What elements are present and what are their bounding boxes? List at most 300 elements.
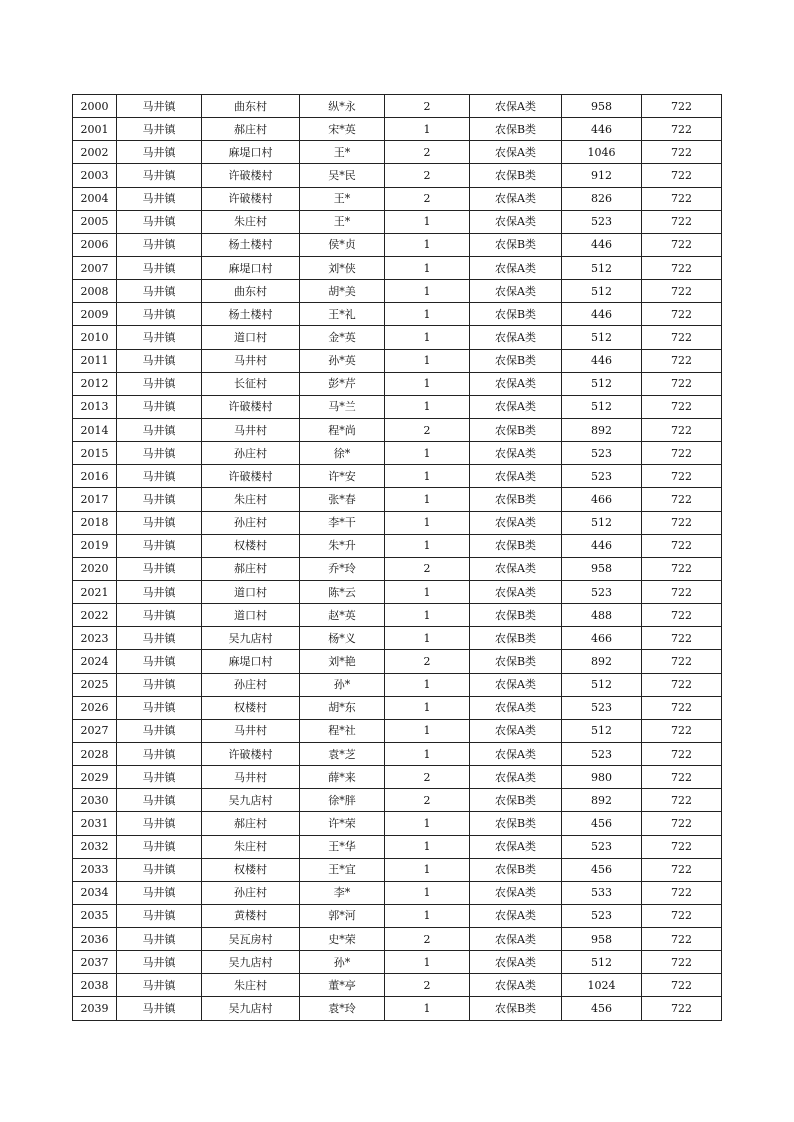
person-name-cell: 侯*贞 [300,233,385,256]
town-cell: 马井镇 [117,465,202,488]
village-cell: 黄楼村 [202,904,300,927]
insurance-category-cell: 农保A类 [470,465,562,488]
standard-cell: 722 [642,395,722,418]
standard-cell: 722 [642,511,722,534]
table-row [73,372,722,395]
serial-number-cell: 2013 [73,395,117,418]
town-cell: 马井镇 [117,141,202,164]
serial-number-cell: 2010 [73,326,117,349]
table-row [73,789,722,812]
table-row [73,326,722,349]
village-cell: 许破楼村 [202,187,300,210]
village-cell: 吴瓦房村 [202,928,300,951]
serial-number-cell: 2016 [73,465,117,488]
serial-number-cell: 2003 [73,164,117,187]
person-name-cell: 郭*河 [300,904,385,927]
standard-cell: 722 [642,766,722,789]
amount-cell: 512 [562,395,642,418]
village-cell: 道口村 [202,326,300,349]
table-row [73,557,722,580]
amount-cell: 523 [562,580,642,603]
insurance-category-cell: 农保B类 [470,233,562,256]
household-count-cell: 1 [385,580,470,603]
standard-cell: 722 [642,488,722,511]
insurance-category-cell: 农保A类 [470,719,562,742]
standard-cell: 722 [642,557,722,580]
household-count-cell: 1 [385,534,470,557]
amount-cell: 466 [562,627,642,650]
table-row [73,997,722,1020]
amount-cell: 446 [562,349,642,372]
person-name-cell: 王*宜 [300,858,385,881]
village-cell: 郝庄村 [202,812,300,835]
household-count-cell: 1 [385,442,470,465]
town-cell: 马井镇 [117,928,202,951]
table-row [73,928,722,951]
amount-cell: 826 [562,187,642,210]
amount-cell: 512 [562,719,642,742]
insurance-category-cell: 农保A类 [470,187,562,210]
serial-number-cell: 2034 [73,881,117,904]
serial-number-cell: 2014 [73,418,117,441]
household-count-cell: 1 [385,951,470,974]
household-count-cell: 1 [385,233,470,256]
standard-cell: 722 [642,118,722,141]
village-cell: 麻堤口村 [202,650,300,673]
person-name-cell: 王* [300,141,385,164]
village-cell: 孙庄村 [202,511,300,534]
insurance-category-cell: 农保B类 [470,418,562,441]
table-row [73,534,722,557]
person-name-cell: 朱*升 [300,534,385,557]
serial-number-cell: 2036 [73,928,117,951]
insurance-category-cell: 农保A类 [470,951,562,974]
insurance-category-cell: 农保A类 [470,904,562,927]
standard-cell: 722 [642,95,722,118]
standard-cell: 722 [642,326,722,349]
insurance-category-cell: 农保B类 [470,303,562,326]
village-cell: 道口村 [202,580,300,603]
household-count-cell: 2 [385,650,470,673]
person-name-cell: 许*荣 [300,812,385,835]
serial-number-cell: 2031 [73,812,117,835]
table-row [73,742,722,765]
standard-cell: 722 [642,858,722,881]
household-count-cell: 1 [385,719,470,742]
household-count-cell: 2 [385,974,470,997]
serial-number-cell: 2005 [73,210,117,233]
table-row [73,835,722,858]
household-count-cell: 1 [385,280,470,303]
town-cell: 马井镇 [117,650,202,673]
town-cell: 马井镇 [117,326,202,349]
village-cell: 麻堤口村 [202,141,300,164]
insurance-category-cell: 农保A类 [470,280,562,303]
amount-cell: 512 [562,326,642,349]
standard-cell: 722 [642,997,722,1020]
standard-cell: 722 [642,210,722,233]
town-cell: 马井镇 [117,164,202,187]
amount-cell: 446 [562,534,642,557]
village-cell: 朱庄村 [202,835,300,858]
village-cell: 权楼村 [202,696,300,719]
person-name-cell: 刘*艳 [300,650,385,673]
person-name-cell: 胡*美 [300,280,385,303]
serial-number-cell: 2020 [73,557,117,580]
amount-cell: 892 [562,650,642,673]
serial-number-cell: 2019 [73,534,117,557]
household-count-cell: 1 [385,812,470,835]
standard-cell: 722 [642,187,722,210]
person-name-cell: 宋*英 [300,118,385,141]
standard-cell: 722 [642,627,722,650]
person-name-cell: 徐*胖 [300,789,385,812]
table-row [73,951,722,974]
amount-cell: 488 [562,604,642,627]
standard-cell: 722 [642,673,722,696]
amount-cell: 456 [562,858,642,881]
household-count-cell: 2 [385,164,470,187]
insurance-category-cell: 农保B类 [470,164,562,187]
standard-cell: 722 [642,465,722,488]
person-name-cell: 薛*来 [300,766,385,789]
amount-cell: 958 [562,928,642,951]
person-name-cell: 李*干 [300,511,385,534]
standard-cell: 722 [642,650,722,673]
village-cell: 孙庄村 [202,673,300,696]
insurance-category-cell: 农保B类 [470,997,562,1020]
insurance-category-cell: 农保A类 [470,326,562,349]
amount-cell: 523 [562,210,642,233]
amount-cell: 512 [562,372,642,395]
serial-number-cell: 2012 [73,372,117,395]
amount-cell: 523 [562,904,642,927]
amount-cell: 456 [562,997,642,1020]
village-cell: 权楼村 [202,858,300,881]
table-row [73,858,722,881]
village-cell: 马井村 [202,349,300,372]
table-row [73,233,722,256]
table-row [73,303,722,326]
town-cell: 马井镇 [117,604,202,627]
village-cell: 朱庄村 [202,974,300,997]
person-name-cell: 刘*侠 [300,256,385,279]
person-name-cell: 马*兰 [300,395,385,418]
serial-number-cell: 2007 [73,256,117,279]
town-cell: 马井镇 [117,488,202,511]
serial-number-cell: 2037 [73,951,117,974]
table-row [73,164,722,187]
amount-cell: 512 [562,951,642,974]
household-count-cell: 1 [385,604,470,627]
amount-cell: 980 [562,766,642,789]
town-cell: 马井镇 [117,418,202,441]
table-row [73,118,722,141]
town-cell: 马井镇 [117,511,202,534]
standard-cell: 722 [642,951,722,974]
town-cell: 马井镇 [117,696,202,719]
amount-cell: 523 [562,742,642,765]
town-cell: 马井镇 [117,742,202,765]
town-cell: 马井镇 [117,789,202,812]
insurance-category-cell: 农保A类 [470,141,562,164]
town-cell: 马井镇 [117,881,202,904]
table-row [73,881,722,904]
town-cell: 马井镇 [117,997,202,1020]
person-name-cell: 吴*民 [300,164,385,187]
household-count-cell: 1 [385,326,470,349]
table-row [73,580,722,603]
insurance-category-cell: 农保B类 [470,812,562,835]
person-name-cell: 王*礼 [300,303,385,326]
person-name-cell: 袁*玲 [300,997,385,1020]
household-count-cell: 1 [385,210,470,233]
amount-cell: 512 [562,280,642,303]
household-count-cell: 1 [385,696,470,719]
person-name-cell: 纵*永 [300,95,385,118]
insurance-category-cell: 农保A类 [470,580,562,603]
town-cell: 马井镇 [117,280,202,303]
records-table [72,94,722,1021]
insurance-category-cell: 农保B类 [470,627,562,650]
town-cell: 马井镇 [117,187,202,210]
town-cell: 马井镇 [117,673,202,696]
village-cell: 孙庄村 [202,442,300,465]
village-cell: 许破楼村 [202,465,300,488]
household-count-cell: 1 [385,118,470,141]
serial-number-cell: 2025 [73,673,117,696]
amount-cell: 523 [562,696,642,719]
person-name-cell: 彭*芹 [300,372,385,395]
person-name-cell: 金*英 [300,326,385,349]
table-row [73,511,722,534]
standard-cell: 722 [642,604,722,627]
village-cell: 孙庄村 [202,881,300,904]
table-row [73,395,722,418]
amount-cell: 446 [562,118,642,141]
household-count-cell: 1 [385,673,470,696]
person-name-cell: 董*亭 [300,974,385,997]
serial-number-cell: 2002 [73,141,117,164]
village-cell: 马井村 [202,719,300,742]
standard-cell: 722 [642,696,722,719]
table-row [73,442,722,465]
table-row [73,673,722,696]
household-count-cell: 1 [385,904,470,927]
insurance-category-cell: 农保B类 [470,604,562,627]
insurance-category-cell: 农保B类 [470,534,562,557]
insurance-category-cell: 农保A类 [470,766,562,789]
standard-cell: 722 [642,442,722,465]
table-row [73,418,722,441]
serial-number-cell: 2015 [73,442,117,465]
standard-cell: 722 [642,904,722,927]
amount-cell: 1046 [562,141,642,164]
town-cell: 马井镇 [117,303,202,326]
amount-cell: 466 [562,488,642,511]
household-count-cell: 1 [385,627,470,650]
household-count-cell: 2 [385,95,470,118]
insurance-category-cell: 农保A类 [470,210,562,233]
standard-cell: 722 [642,534,722,557]
table-row [73,210,722,233]
household-count-cell: 2 [385,418,470,441]
serial-number-cell: 2022 [73,604,117,627]
amount-cell: 512 [562,256,642,279]
standard-cell: 722 [642,580,722,603]
standard-cell: 722 [642,141,722,164]
serial-number-cell: 2039 [73,997,117,1020]
standard-cell: 722 [642,928,722,951]
town-cell: 马井镇 [117,951,202,974]
village-cell: 吴九店村 [202,627,300,650]
serial-number-cell: 2035 [73,904,117,927]
person-name-cell: 张*春 [300,488,385,511]
insurance-category-cell: 农保A类 [470,835,562,858]
town-cell: 马井镇 [117,812,202,835]
table-row [73,256,722,279]
serial-number-cell: 2008 [73,280,117,303]
serial-number-cell: 2024 [73,650,117,673]
serial-number-cell: 2030 [73,789,117,812]
serial-number-cell: 2029 [73,766,117,789]
town-cell: 马井镇 [117,210,202,233]
standard-cell: 722 [642,233,722,256]
table-row [73,650,722,673]
serial-number-cell: 2033 [73,858,117,881]
amount-cell: 912 [562,164,642,187]
insurance-category-cell: 农保A类 [470,511,562,534]
household-count-cell: 1 [385,488,470,511]
household-count-cell: 1 [385,349,470,372]
person-name-cell: 袁*芝 [300,742,385,765]
insurance-category-cell: 农保B类 [470,349,562,372]
standard-cell: 722 [642,881,722,904]
person-name-cell: 李* [300,881,385,904]
amount-cell: 446 [562,233,642,256]
serial-number-cell: 2009 [73,303,117,326]
standard-cell: 722 [642,372,722,395]
standard-cell: 722 [642,349,722,372]
village-cell: 曲东村 [202,95,300,118]
person-name-cell: 孙* [300,673,385,696]
amount-cell: 523 [562,835,642,858]
standard-cell: 722 [642,256,722,279]
serial-number-cell: 2011 [73,349,117,372]
person-name-cell: 陈*云 [300,580,385,603]
household-count-cell: 1 [385,858,470,881]
town-cell: 马井镇 [117,974,202,997]
village-cell: 马井村 [202,418,300,441]
village-cell: 朱庄村 [202,210,300,233]
household-count-cell: 2 [385,766,470,789]
serial-number-cell: 2023 [73,627,117,650]
town-cell: 马井镇 [117,719,202,742]
insurance-category-cell: 农保A类 [470,95,562,118]
person-name-cell: 胡*东 [300,696,385,719]
table-row [73,141,722,164]
serial-number-cell: 2028 [73,742,117,765]
town-cell: 马井镇 [117,534,202,557]
amount-cell: 892 [562,789,642,812]
household-count-cell: 1 [385,256,470,279]
household-count-cell: 2 [385,789,470,812]
standard-cell: 722 [642,835,722,858]
insurance-category-cell: 农保A类 [470,673,562,696]
standard-cell: 722 [642,303,722,326]
insurance-category-cell: 农保B类 [470,789,562,812]
standard-cell: 722 [642,742,722,765]
records-table-body [73,95,722,1021]
person-name-cell: 杨*义 [300,627,385,650]
person-name-cell: 王*华 [300,835,385,858]
table-row [73,95,722,118]
household-count-cell: 1 [385,881,470,904]
town-cell: 马井镇 [117,233,202,256]
village-cell: 许破楼村 [202,395,300,418]
person-name-cell: 程*社 [300,719,385,742]
insurance-category-cell: 农保A类 [470,742,562,765]
village-cell: 吴九店村 [202,951,300,974]
person-name-cell: 赵*英 [300,604,385,627]
table-row [73,812,722,835]
village-cell: 郝庄村 [202,118,300,141]
household-count-cell: 1 [385,835,470,858]
village-cell: 郝庄村 [202,557,300,580]
standard-cell: 722 [642,789,722,812]
amount-cell: 446 [562,303,642,326]
town-cell: 马井镇 [117,95,202,118]
household-count-cell: 2 [385,141,470,164]
insurance-category-cell: 农保A类 [470,442,562,465]
insurance-category-cell: 农保B类 [470,488,562,511]
village-cell: 杨土楼村 [202,233,300,256]
town-cell: 马井镇 [117,858,202,881]
insurance-category-cell: 农保A类 [470,928,562,951]
insurance-category-cell: 农保A类 [470,974,562,997]
town-cell: 马井镇 [117,904,202,927]
table-row [73,488,722,511]
serial-number-cell: 2026 [73,696,117,719]
serial-number-cell: 2027 [73,719,117,742]
serial-number-cell: 2032 [73,835,117,858]
household-count-cell: 1 [385,372,470,395]
insurance-category-cell: 农保A类 [470,557,562,580]
amount-cell: 533 [562,881,642,904]
town-cell: 马井镇 [117,766,202,789]
amount-cell: 1024 [562,974,642,997]
insurance-category-cell: 农保A类 [470,696,562,719]
person-name-cell: 许*安 [300,465,385,488]
village-cell: 曲东村 [202,280,300,303]
standard-cell: 722 [642,812,722,835]
household-count-cell: 1 [385,742,470,765]
household-count-cell: 1 [385,511,470,534]
town-cell: 马井镇 [117,349,202,372]
village-cell: 麻堤口村 [202,256,300,279]
serial-number-cell: 2001 [73,118,117,141]
village-cell: 马井村 [202,766,300,789]
village-cell: 杨土楼村 [202,303,300,326]
serial-number-cell: 2017 [73,488,117,511]
household-count-cell: 2 [385,928,470,951]
serial-number-cell: 2004 [73,187,117,210]
village-cell: 权楼村 [202,534,300,557]
person-name-cell: 孙* [300,951,385,974]
table-row [73,349,722,372]
village-cell: 道口村 [202,604,300,627]
table-row [73,187,722,210]
